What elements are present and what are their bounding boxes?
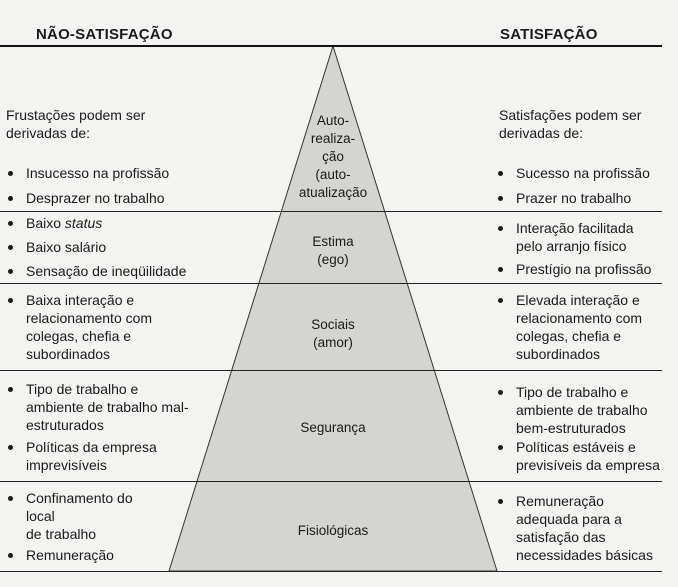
- header-rule: [0, 45, 662, 47]
- header-satisfacao: SATISFAÇÃO: [500, 26, 598, 43]
- left-bullet-tipo-trabalho: Tipo de trabalho e ambiente de trabalho mal- estruturados: [6, 380, 189, 434]
- level-seguranca: Segurança: [300, 420, 366, 435]
- divider-estima: [0, 211, 662, 212]
- level-fisiologicas: Fisiológicas: [297, 523, 369, 538]
- right-bullet-sucesso: Sucesso na profissão: [496, 164, 650, 182]
- left-bullet-politicas: Políticas da empresa imprevisíveis: [6, 438, 157, 474]
- right-bullet-politicas: Políticas estáveis e previsíveis da empresa: [496, 438, 660, 474]
- right-bullet-prazer: Prazer no trabalho: [496, 189, 631, 207]
- left-bullet-insucesso: Insucesso na profissão: [6, 164, 169, 182]
- level-sociais: Sociais (amor): [311, 317, 355, 350]
- divider-fisiologicas: [0, 481, 662, 482]
- right-bullet-remuneracao: Remuneração adequada para a satisfação das necessidades básicas: [496, 492, 653, 564]
- left-bullet-remuneracao: Remuneração: [6, 546, 114, 564]
- divider-seguranca: [0, 370, 662, 371]
- right-bullet-prestigio: Prestígio na profissão: [496, 260, 651, 278]
- left-bullet-confinamento: Confinamento do local de trabalho: [6, 489, 133, 543]
- right-bullet-interacao-facilitada: Interação facilitada pelo arranjo físico: [496, 219, 634, 255]
- divider-sociais: [0, 283, 662, 284]
- right-bullet-elevada-interacao: Elevada interação e relacionamento com colegas, chefia e subordinados: [496, 291, 642, 363]
- bottom-rule: [0, 571, 662, 572]
- level-estima: Estima (ego): [312, 234, 354, 267]
- left-intro: Frustações podem ser derivadas de:: [6, 107, 146, 141]
- right-bullet-tipo-trabalho: Tipo de trabalho e ambiente de trabalho bem-estruturados: [496, 383, 648, 437]
- level-autorealizacao: Auto- realiza- ção (auto- atualização: [298, 113, 368, 200]
- left-bullet-baixo-salario: Baixo salário: [6, 238, 106, 256]
- left-bullet-desprazer: Desprazer no trabalho: [6, 189, 165, 207]
- header-nao-satisfacao: NÃO-SATISFAÇÃO: [36, 26, 173, 43]
- left-bullet-baixa-interacao: Baixa interação e relacionamento com colegas, chefia e subordinados: [6, 291, 152, 363]
- left-bullet-baixo-status: Baixo status: [6, 214, 102, 232]
- right-intro: Satisfações podem ser derivadas de:: [499, 107, 642, 141]
- left-bullet-inequilidade: Sensação de ineqüilidade: [6, 262, 186, 280]
